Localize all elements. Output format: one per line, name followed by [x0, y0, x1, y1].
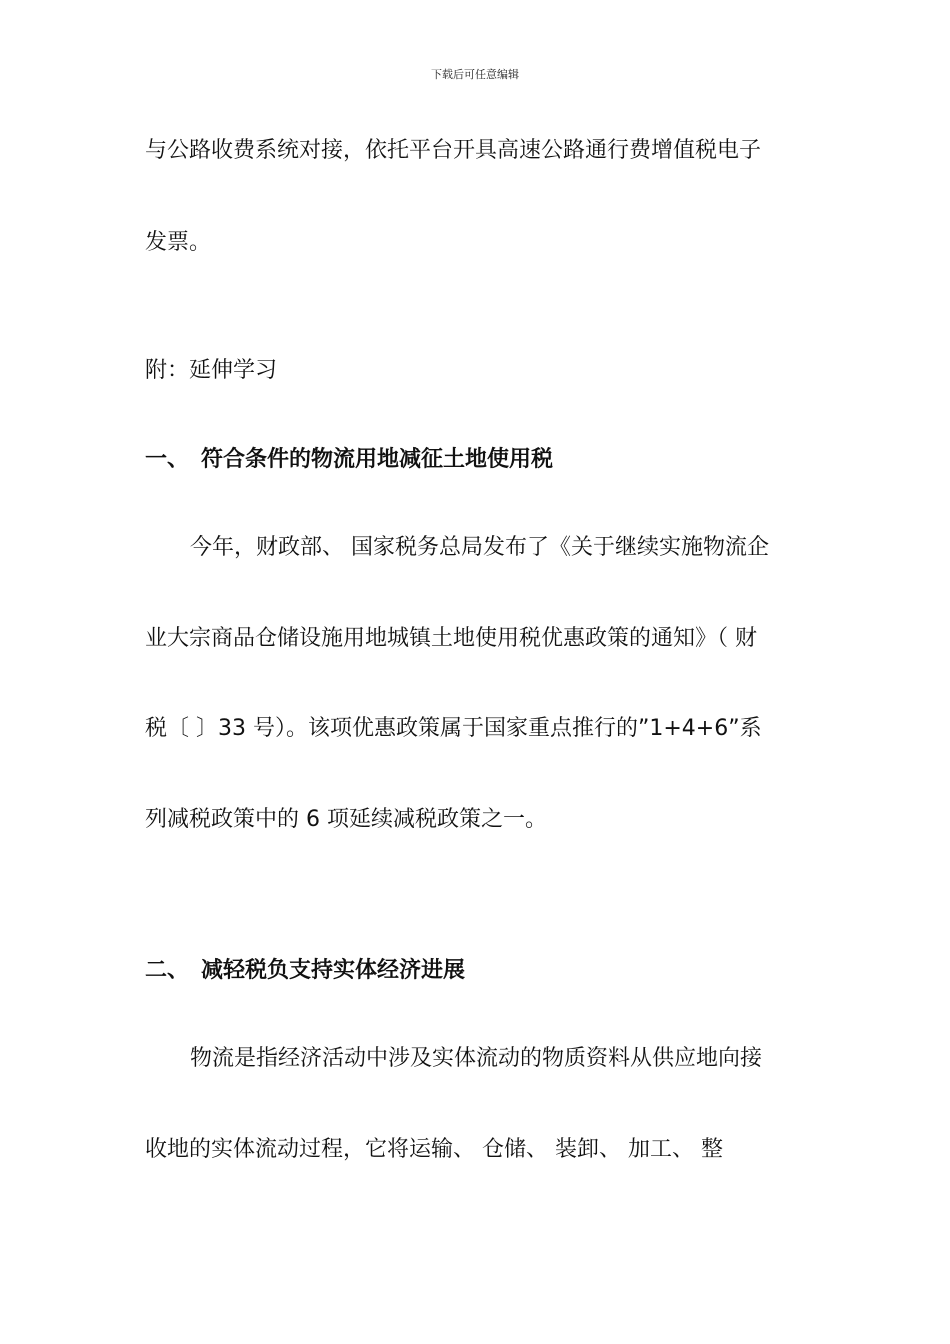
section-title: 减轻税负支持实体经济进展	[201, 958, 466, 983]
appendix-label: 附：延伸学习	[145, 358, 278, 383]
paragraph-line: 今年，财政部、 国家税务总局发布了《关于继续实施物流企	[190, 535, 769, 560]
page-header: 下载后可任意编辑	[431, 68, 519, 81]
paragraph-line: 收地的实体流动过程，它将运输、 仓储、 装卸、 加工、 整	[145, 1137, 723, 1162]
section-number: 二、	[145, 958, 190, 983]
section-heading-2	[145, 956, 465, 986]
paragraph-line: 与公路收费系统对接，依托平台开具高速公路通行费增值税电子	[145, 138, 762, 163]
section-number: 一、	[145, 447, 190, 472]
section-title: 符合条件的物流用地减征土地使用税	[201, 447, 554, 472]
paragraph-line: 税〔 〕33 号）。该项优惠政策属于国家重点推行的”1+4+6”系	[145, 716, 762, 741]
section-heading-1	[145, 445, 553, 475]
paragraph-line: 列减税政策中的 6 项延续减税政策之一。	[145, 807, 547, 832]
paragraph-line: 发票。	[145, 230, 212, 255]
paragraph-line: 业大宗商品仓储设施用地城镇土地使用税优惠政策的通知》（ 财	[145, 626, 757, 651]
paragraph-line: 物流是指经济活动中涉及实体流动的物质资料从供应地向接	[190, 1046, 763, 1071]
